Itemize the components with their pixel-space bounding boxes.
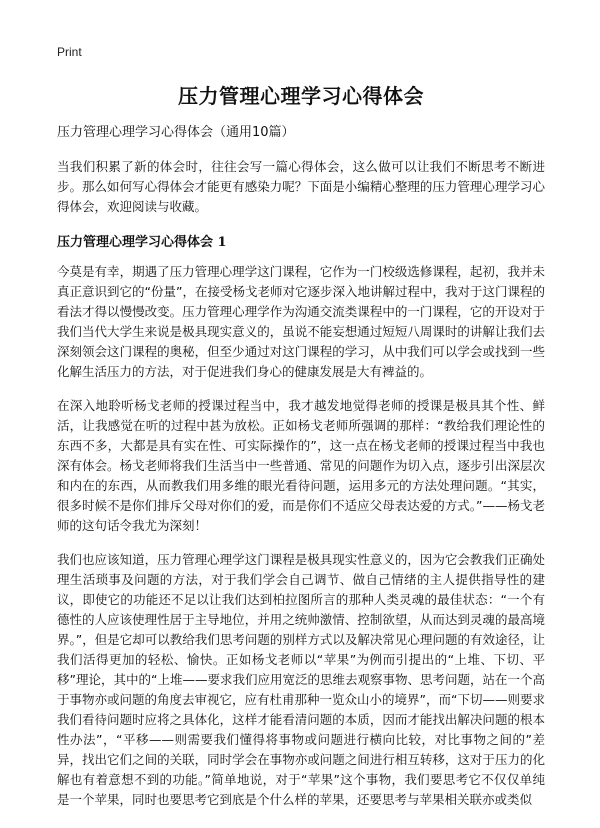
body-paragraph-3: 我们也应该知道，压力管理心理学这门课程是极具现实性意义的，因为它会教我们正确处理生活琐事及问题的方法，对于我们学会自己调节、做自己情绪的主人提供指导性的建议，即使它的功能还不足以让我们达到柏拉图所言的那种人类灵魂的最佳状态：“一个有德性的人应该使理性居于主导地位，并用之统帅激情、控制欲望，从而达到灵魂的最高境界。”，但是它却可以教给我们思考问题的别样方式以及解决常见心理问题的有效途径，让我们活得更加的轻松、愉快。正如杨戈老师以“苹果”为例而引提出的“上堆、下切、平移”理论，其中的“上堆——要求我们应用宽泛的思维去观察事物、思考问题，站在一个高于事物亦或问题的角度去审视它，应有杜甫那种一览众山小的境界”，而“下切——则要求我们看待问题时应将之具体化，这样才能看清问题的本质，因而才能找出解决问题的根本性办法”，“平移——则需要我们懂得将事物或问题进行横向比较，对比事物之间的”差异，找出它们之间的关联，同时学会在事物亦或问题之间进行相互转移，这对于压力的化解也有着意想不到的功能。”简单地说，对于“苹果”这个事物，我们要思考它不仅仅单纯是一个苹果，同时也要思考它到底是个什么样的苹果，还要思考与苹果相关联亦或类似	[57, 552, 545, 807]
document-body	[57, 80, 545, 824]
body-paragraph-1: 今莫是有幸，期遇了压力管理心理学这门课程，它作为一门校级选修课程，起初，我并未真正意识到它的“份量”，在接受杨戈老师对它逐步深入地讲解过程中，我对于这门课程的看法才得以慢慢改变。压力管理心理学作为沟通交流类课程中的一门课程，它的开设对于我们当代大学生来说是极具现实意义的，虽说不能妄想通过短短八周课时的讲解让我们去深刻领会这门课程的奥秘，但至少通过对这门课程的学习，从中我们可以学会或找到一些化解生活压力的方法，对于促进我们身心的健康发展是大有裨益的。	[57, 264, 545, 379]
body-paragraph-2: 在深入地聆听杨戈老师的授课过程当中，我才越发地觉得老师的授课是极具其个性、鲜活，让我感觉在听的过程中甚为放松。正如杨戈老师所强调的那样：“教给我们理论性的东西不多，大都是具有实在性、可实际操作的”，这一点在杨戈老师的授课过程当中我也深有体会。杨戈老师将我们生活当中一些普通、常见的问题作为切入点，逐步引出深层次和内在的东西，从而教我们用多维的眼光看待问题，运用多元的方法处理问题。“其实，很多时候不是你们排斥父母对你们的爱，而是你们不适应父母表达爱的方式。”——杨戈老师的这句话令我尤为深刻！	[57, 398, 545, 533]
page-title: 压力管理心理学习心得体会	[178, 84, 424, 108]
print-link[interactable]: Print	[57, 45, 82, 59]
intro-paragraph: 当我们积累了新的体会时，往往会写一篇心得体会，这么做可以让我们不断思考不断进步。那么如何写心得体会才能更有感染力呢？下面是小编精心整理的压力管理心理学习心得体会，欢迎阅读与收藏。	[57, 159, 545, 214]
document-subtitle: 压力管理心理学习心得体会（通用10篇）	[57, 125, 295, 140]
section-heading: 压力管理心理学习心得体会 1	[57, 235, 227, 250]
